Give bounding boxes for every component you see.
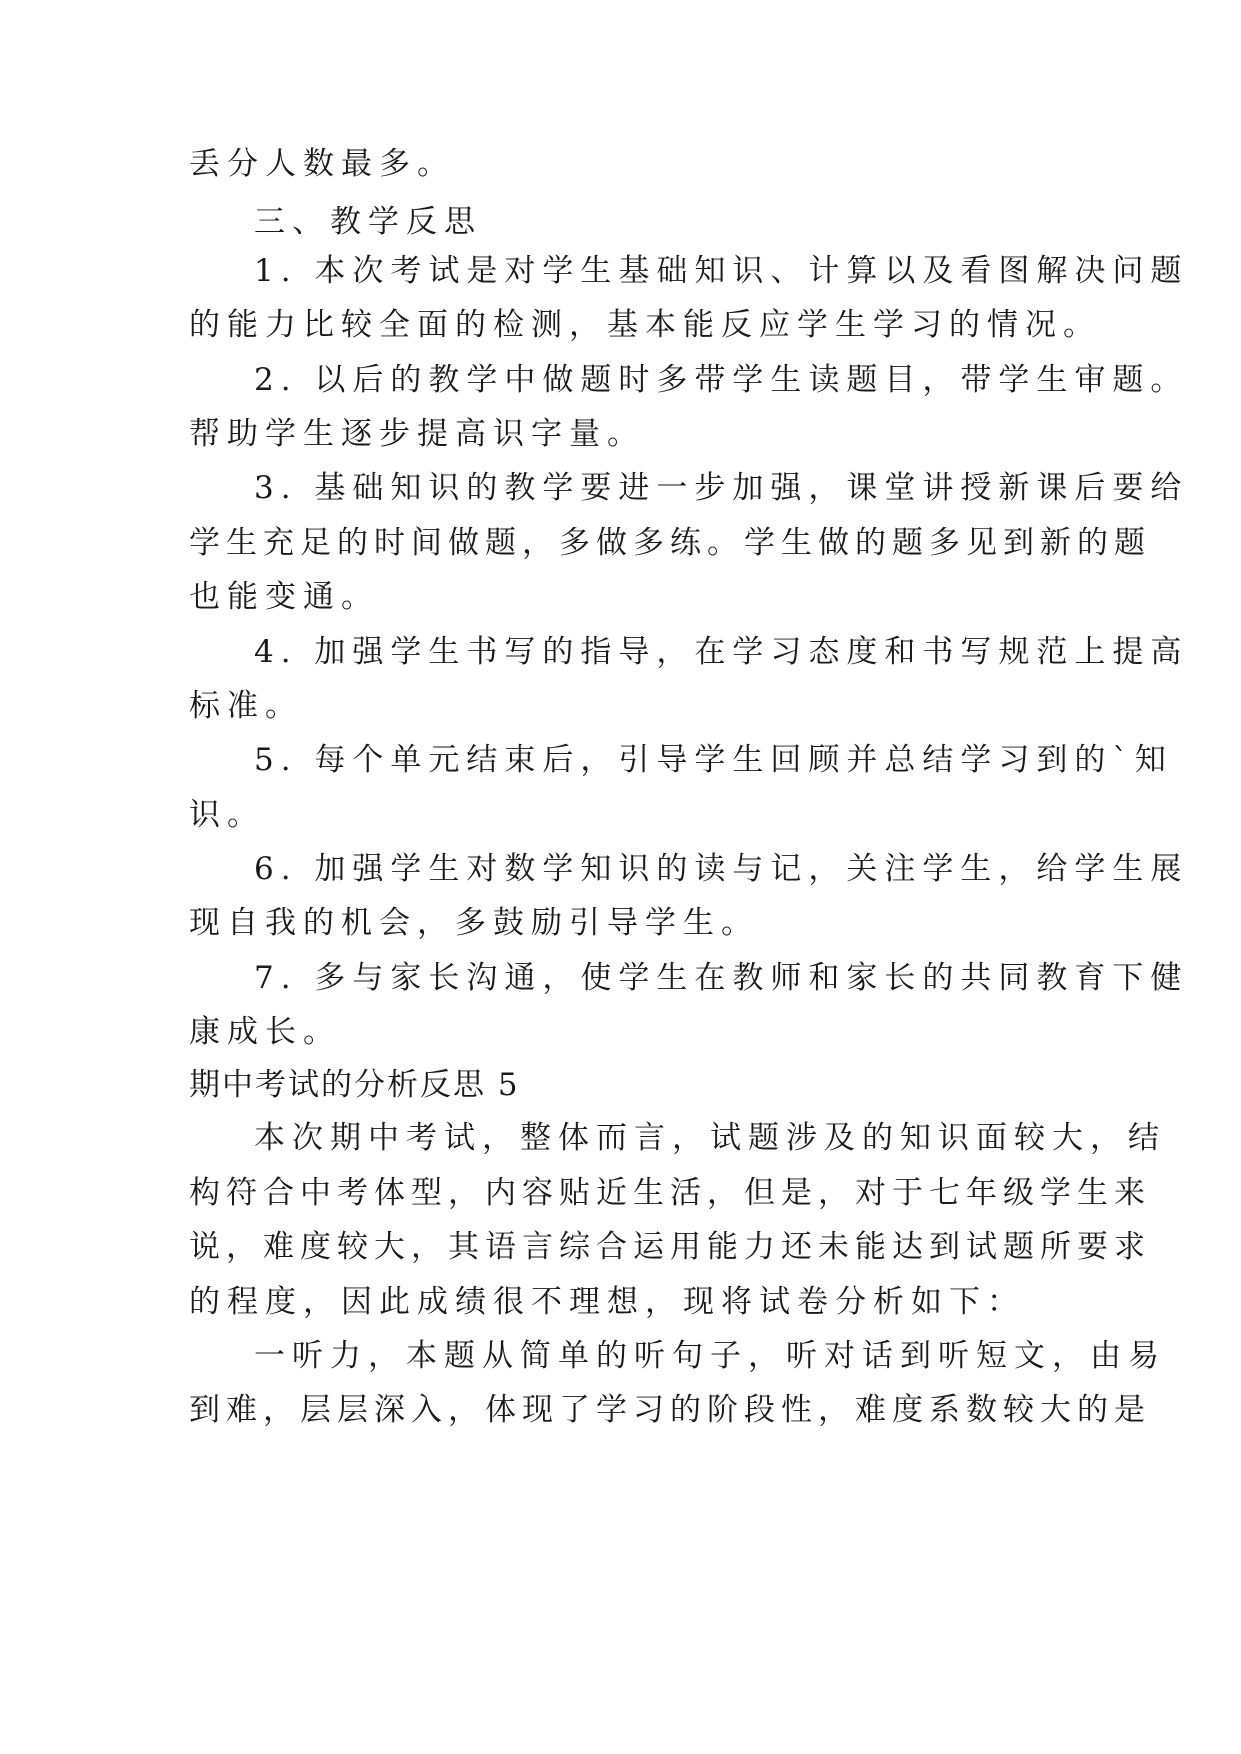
text-line: 学生充足的时间做题，多做多练。学生做的题多见到新的题 — [189, 525, 1151, 561]
text-line: 构符合中考体型，内容贴近生活，但是，对于七年级学生来 — [189, 1175, 1151, 1211]
text-line: 2. 以后的教学中做题时多带学生读题目，带学生审题。 — [254, 362, 1189, 398]
text-line: 也能变通。 — [189, 579, 379, 615]
text-line: 本次期中考试，整体而言，试题涉及的知识面较大，结 — [254, 1120, 1166, 1156]
text-line: 5. 每个单元结束后，引导学生回顾并总结学习到的`知 — [254, 742, 1173, 778]
section-heading: 三、教学反思 — [254, 204, 482, 240]
article-title: 期中考试的分析反思 5 — [189, 1067, 520, 1103]
text-line: 识。 — [189, 797, 265, 833]
text-line: 标准。 — [189, 688, 303, 724]
text-line: 现自我的机会，多鼓励引导学生。 — [189, 905, 759, 941]
text-line: 说，难度较大，其语言综合运用能力还未能达到试题所要求 — [189, 1229, 1151, 1265]
text-line: 丢分人数最多。 — [189, 146, 455, 182]
text-line: 帮助学生逐步提高识字量。 — [189, 416, 645, 452]
text-line: 7. 多与家长沟通，使学生在教师和家长的共同教育下健 — [254, 960, 1189, 996]
text-line: 6. 加强学生对数学知识的读与记，关注学生，给学生展 — [254, 851, 1189, 887]
text-line: 一听力，本题从简单的听句子，听对话到听短文，由易 — [254, 1338, 1166, 1374]
text-line: 的程度，因此成绩很不理想，现将试卷分析如下： — [189, 1284, 1025, 1320]
text-line: 康成长。 — [189, 1014, 341, 1050]
text-line: 4. 加强学生书写的指导，在学习态度和书写规范上提高 — [254, 634, 1189, 670]
text-line: 的能力比较全面的检测，基本能反应学生学习的情况。 — [189, 307, 1101, 343]
text-line: 到难，层层深入，体现了学习的阶段性，难度系数较大的是 — [189, 1392, 1151, 1428]
text-line: 3. 基础知识的教学要进一步加强，课堂讲授新课后要给 — [254, 470, 1189, 506]
text-line: 1. 本次考试是对学生基础知识、计算以及看图解决问题 — [254, 253, 1189, 289]
